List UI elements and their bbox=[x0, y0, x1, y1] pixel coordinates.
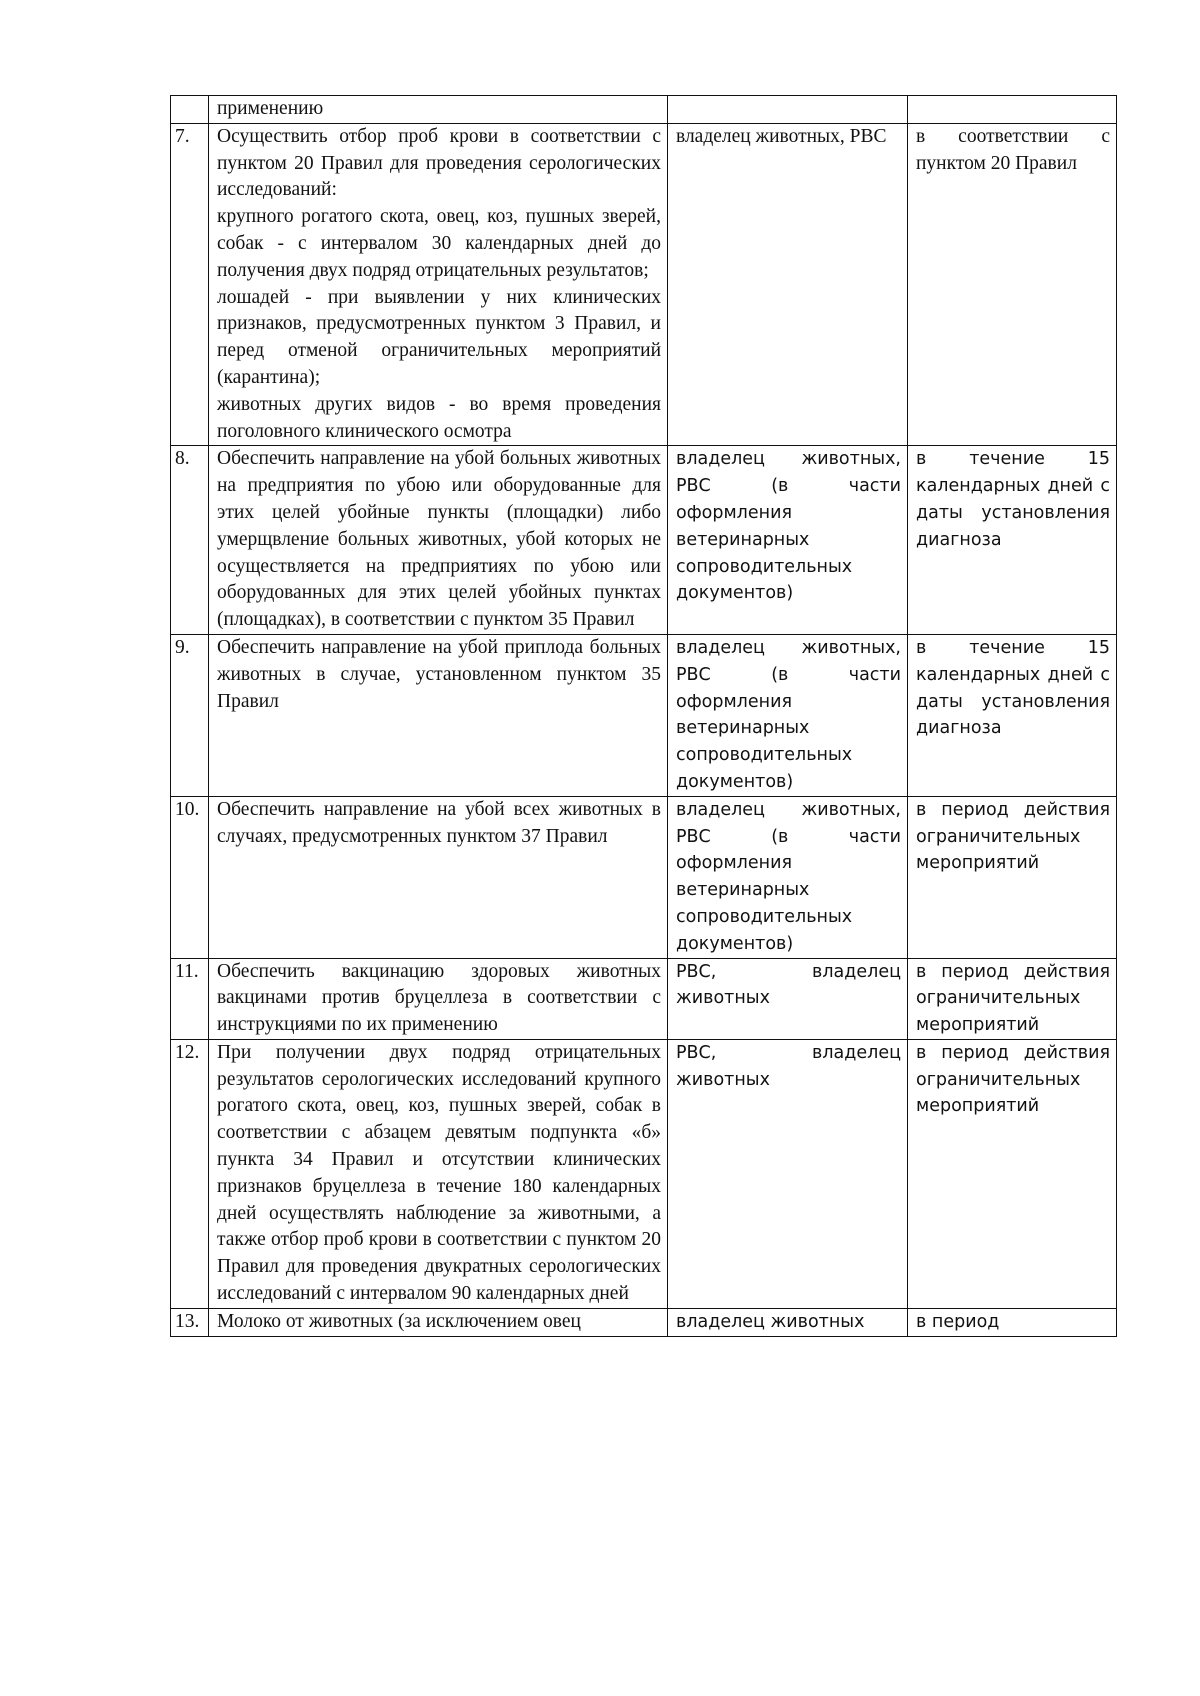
executor-cell: владелец животных, РВС (в части оформления ветеринарных сопроводительных документов) bbox=[668, 634, 908, 796]
table-row bbox=[171, 634, 1117, 796]
row-number: 11. bbox=[171, 958, 209, 1039]
action-cell: Обеспечить направление на убой больных животных на предприятия по убою или оборудованные для этих целей убойные пункты (площадки) либо умерщвление больных животных, убой которых не осуществляется на предприятиях по убою или оборудованных для этих целей убойных пунктах (площадках), в соответствии с пунктом 35 Правил bbox=[209, 446, 668, 635]
action-cell: Молоко от животных (за исключением овец bbox=[209, 1308, 668, 1336]
deadline-cell: в течение 15 календарных дней с даты установления диагноза bbox=[908, 446, 1117, 635]
table-row bbox=[171, 958, 1117, 1039]
deadline-cell bbox=[908, 96, 1117, 124]
executor-cell: владелец животных, РВС bbox=[668, 123, 908, 446]
table-row bbox=[171, 1308, 1117, 1336]
row-number: 9. bbox=[171, 634, 209, 796]
table-row bbox=[171, 123, 1117, 446]
deadline-cell: в период bbox=[908, 1308, 1117, 1336]
table-row bbox=[171, 1039, 1117, 1308]
table-row bbox=[171, 96, 1117, 124]
deadline-cell: в период действия ограничительных мероприятий bbox=[908, 796, 1117, 958]
row-number: 13. bbox=[171, 1308, 209, 1336]
deadline-cell: в период действия ограничительных мероприятий bbox=[908, 1039, 1117, 1308]
action-cell: применению bbox=[209, 96, 668, 124]
executor-cell: РВС, владелец животных bbox=[668, 958, 908, 1039]
executor-cell bbox=[668, 96, 908, 124]
deadline-cell: в период действия ограничительных мероприятий bbox=[908, 958, 1117, 1039]
row-number bbox=[171, 96, 209, 124]
action-cell: При получении двух подряд отрицательных результатов серологических исследований крупного рогатого скота, овец, коз, пушных зверей, собак в соответствии с абзацем девятым подпункта «б» пункта 34 Правил и отсутствии клинических признаков бруцеллеза в течение 180 календарных дней осуществлять наблюдение за животными, а также отбор проб крови в соответствии с пунктом 20 Правил для проведения двукратных серологических исследований с интервалом 90 календарных дней bbox=[209, 1039, 668, 1308]
table-row bbox=[171, 446, 1117, 635]
action-cell: Обеспечить направление на убой всех животных в случаях, предусмотренных пунктом 37 Правил bbox=[209, 796, 668, 958]
executor-cell: РВС, владелец животных bbox=[668, 1039, 908, 1308]
row-number: 7. bbox=[171, 123, 209, 446]
executor-cell: владелец животных bbox=[668, 1308, 908, 1336]
action-cell: Осуществить отбор проб крови в соответствии с пунктом 20 Правил для проведения серологических исследований: крупного рогатого скота, овец, коз, пушных зверей, собак - с интервалом 30 календарных дней до получения двух подряд отрицательных результатов; лошадей - при выявлении у них клинических признаков, предусмотренных пунктом 3 Правил, и перед отменой ограничительных мероприятий (карантина); животных других видов - во время проведения поголовного клинического осмотра bbox=[209, 123, 668, 446]
action-cell: Обеспечить вакцинацию здоровых животных вакцинами против бруцеллеза в соответствии с инструкциями по их применению bbox=[209, 958, 668, 1039]
measures-table bbox=[170, 95, 1117, 1337]
table-row bbox=[171, 796, 1117, 958]
deadline-cell: в соответствии с пунктом 20 Правил bbox=[908, 123, 1117, 446]
deadline-cell: в течение 15 календарных дней с даты установления диагноза bbox=[908, 634, 1117, 796]
executor-cell: владелец животных, РВС (в части оформления ветеринарных сопроводительных документов) bbox=[668, 796, 908, 958]
row-number: 8. bbox=[171, 446, 209, 635]
action-cell: Обеспечить направление на убой приплода больных животных в случае, установленном пунктом 35 Правил bbox=[209, 634, 668, 796]
row-number: 12. bbox=[171, 1039, 209, 1308]
row-number: 10. bbox=[171, 796, 209, 958]
executor-cell: владелец животных, РВС (в части оформления ветеринарных сопроводительных документов) bbox=[668, 446, 908, 635]
